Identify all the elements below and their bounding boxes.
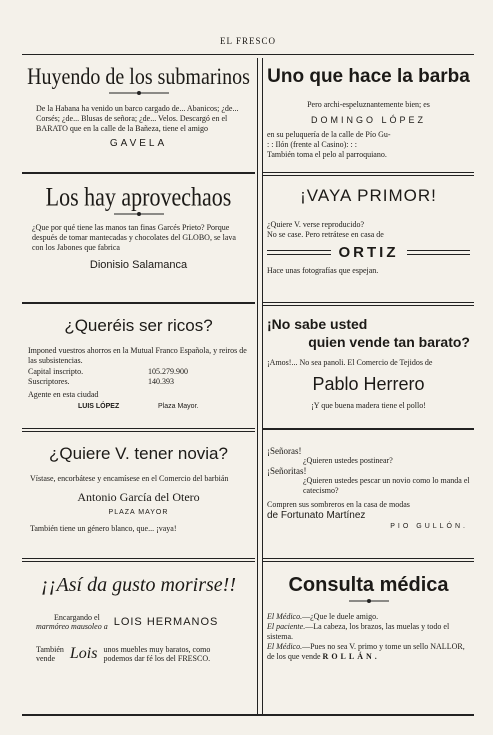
ad-barba-name: DOMINGO LÓPEZ bbox=[310, 115, 426, 125]
ad-morirse-brand: Lois bbox=[69, 645, 98, 662]
ad-morirse-name: LOIS HERMANOS bbox=[113, 616, 219, 628]
ad-primor-line2: No se case. Pero retrátese en casa de bbox=[267, 230, 384, 239]
ad-consulta-line1 bbox=[263, 612, 474, 622]
ad-primor-headline: ¡VAYA PRIMOR! bbox=[300, 186, 437, 205]
row-rule-4-right bbox=[262, 558, 474, 562]
running-head: EL FRESCO bbox=[220, 36, 276, 46]
ad-novia-footer: También tiene un género blanco, que... ¡vaya! bbox=[30, 524, 177, 533]
ad-morirse-line2: También bbox=[36, 645, 64, 654]
ad-morirse-line1b: marmóreo mausoleo a bbox=[36, 622, 108, 631]
ad-primor-line1: ¿Quiere V. verse reproducido? bbox=[267, 220, 364, 229]
ad-novia-name: Antonio García del Otero bbox=[77, 490, 200, 504]
ad-ricos-agent-row bbox=[22, 403, 255, 410]
ad-primor-name-row bbox=[263, 244, 474, 261]
row-rule-1-right bbox=[262, 172, 474, 176]
line3-text: —Pues no sea V. primo y tome un sello NALLOR, de los que vende bbox=[267, 642, 465, 661]
ad-aprovechaos-body: ¿Que por qué tiene las manos tan finas Garcés Prieto? Porque después de tomar mantecadas y chocolates del GLOBO, se lava con los Jabones que fabrica bbox=[32, 223, 236, 252]
ad-novia-place: PLAZA MAYOR bbox=[108, 509, 169, 516]
line2-speaker: El paciente. bbox=[267, 622, 306, 631]
ad-ricos-agente: Agente en esta ciudad bbox=[28, 390, 99, 399]
ad-barba-headline: Uno que hace la barba bbox=[267, 66, 470, 87]
ornament-icon bbox=[109, 90, 169, 96]
ad-novia bbox=[22, 434, 255, 556]
ad-barato-line: ¡Y que buena madera tiene el pollo! bbox=[311, 401, 426, 410]
newspaper-page bbox=[22, 30, 474, 720]
ad-aprovechaos-headline: Los hay aprovechaos bbox=[45, 181, 232, 212]
suscriptores-label: Suscriptores. bbox=[28, 377, 70, 386]
ad-barba-line1: Pero archi-espeluznantemente bien; es bbox=[307, 100, 430, 109]
ad-submarinos-headline: Huyendo de los submarinos bbox=[27, 64, 250, 90]
ad-morirse-line1: Encargando el bbox=[54, 613, 100, 622]
ad-submarinos-body: De la Habana ha venido un barco cargado de... Abanicos; ¿de... Corsés; ¿de... Blusas de señora; ¿de... Velos. Descargó en el BARATO que en la calle de la Bañeza, tiene el amigo bbox=[36, 104, 239, 133]
line1-text: —¿Que le duele amigo. bbox=[302, 612, 379, 621]
line3-speaker: El Médico. bbox=[267, 642, 303, 651]
ad-aprovechaos-signature: Dionisio Salamanca bbox=[89, 259, 188, 271]
ad-barba bbox=[263, 60, 474, 170]
ad-consulta-line3 bbox=[263, 642, 474, 662]
ad-primor-line3: Hace unas fotografías que espejan. bbox=[267, 266, 379, 275]
ad-senoras-name: de Fortunato Martínez bbox=[267, 510, 366, 521]
ad-morirse-headline: ¡¡Así da gusto morirse!! bbox=[40, 574, 236, 596]
ad-ricos bbox=[22, 308, 255, 426]
ad-morirse-line3: unos muebles muy baratos, como podemos dar fé los del FRESCO. bbox=[103, 645, 211, 663]
ad-submarinos bbox=[22, 60, 255, 170]
row-rule-4-left bbox=[22, 558, 255, 562]
ad-submarinos-signature: GAVELA bbox=[109, 138, 168, 149]
ad-senoras-line3: ¡Señoritas! bbox=[267, 466, 307, 476]
name-rule-left bbox=[267, 250, 331, 255]
ad-barba-line2: en su peluquería de la calle de Pío Gu- bbox=[267, 130, 391, 139]
line3-name: ROLLÁN. bbox=[322, 652, 380, 661]
ad-senoras-line2: ¿Quieren ustedes postinear? bbox=[303, 456, 393, 465]
agent-name: LUIS LÓPEZ bbox=[78, 403, 120, 410]
ad-consulta-line2 bbox=[263, 622, 474, 642]
row-rule-3-left bbox=[22, 428, 255, 432]
ad-morirse-intro bbox=[36, 613, 108, 631]
agent-place: Plaza Mayor. bbox=[158, 403, 199, 410]
ad-senoras-line1: ¡Señoras! bbox=[267, 446, 302, 456]
ad-senoras-line5: Compren sus sombreros en la casa de modas bbox=[267, 500, 410, 509]
ad-senoras bbox=[263, 434, 474, 556]
ad-ricos-body: Imponed vuestros ahorros en la Mutual Franco Española, y reiros de las subsistencias. bbox=[28, 346, 247, 365]
ad-novia-body: Vístase, encorbátese y encamísese en el Comercio del barbián bbox=[30, 474, 229, 483]
row-rule-1-left bbox=[22, 172, 255, 174]
ad-ricos-headline: ¿Queréis ser ricos? bbox=[64, 316, 213, 335]
capital-value: 105.279.900 bbox=[148, 367, 188, 376]
ad-barba-line4: También toma el pelo al parroquiano. bbox=[267, 150, 387, 159]
ad-morirse-line2b: vende bbox=[36, 654, 56, 663]
row-rule-3-right bbox=[262, 428, 474, 430]
suscriptores-value: 140.393 bbox=[148, 377, 174, 386]
top-rule bbox=[22, 54, 474, 55]
ad-consulta-headline: Consulta médica bbox=[288, 574, 449, 596]
ad-barato-body: ¡Amos!... No sea panoli. El Comercio de Tejidos de bbox=[267, 358, 433, 367]
row-rule-2-right bbox=[262, 302, 474, 306]
ad-novia-headline: ¿Quiere V. tener novia? bbox=[49, 444, 228, 463]
ad-barba-line3: : : Ilón (frente al Casino): : : bbox=[267, 140, 357, 149]
line1-speaker: El Médico. bbox=[267, 612, 303, 621]
ad-ricos-suscriptores-row bbox=[22, 377, 255, 387]
ad-aprovechaos bbox=[22, 178, 255, 300]
ad-barato bbox=[263, 308, 474, 426]
name-rule-right bbox=[407, 250, 471, 255]
bottom-rule bbox=[22, 714, 474, 716]
ad-primor bbox=[263, 178, 474, 300]
capital-label: Capital inscripto. bbox=[28, 367, 84, 376]
ad-morirse-muebles-row bbox=[22, 645, 255, 663]
ad-barato-headline2: quien vende tan barato? bbox=[308, 334, 470, 350]
ornament-icon bbox=[349, 598, 389, 604]
ad-barato-headline1: ¡No sabe usted bbox=[267, 316, 368, 332]
row-rule-2-left bbox=[22, 302, 255, 304]
ad-senoras-signature: PIO GULLÓN. bbox=[390, 523, 468, 530]
ad-morirse-tambien bbox=[36, 645, 64, 663]
ad-morirse bbox=[22, 564, 255, 712]
ad-morirse-mausoleo-row bbox=[22, 613, 255, 631]
ad-primor-name: ORTIZ bbox=[338, 244, 399, 261]
ad-consulta bbox=[263, 564, 474, 712]
line2-text: —La cabeza, los brazos, las muelas y todo el sistema. bbox=[267, 622, 450, 641]
ad-senoras-line4: ¿Quieren ustedes pescar un novio como lo manda el catecismo? bbox=[303, 476, 470, 495]
ad-ricos-capital-row bbox=[22, 367, 255, 377]
ad-barato-name: Pablo Herrero bbox=[312, 374, 425, 394]
